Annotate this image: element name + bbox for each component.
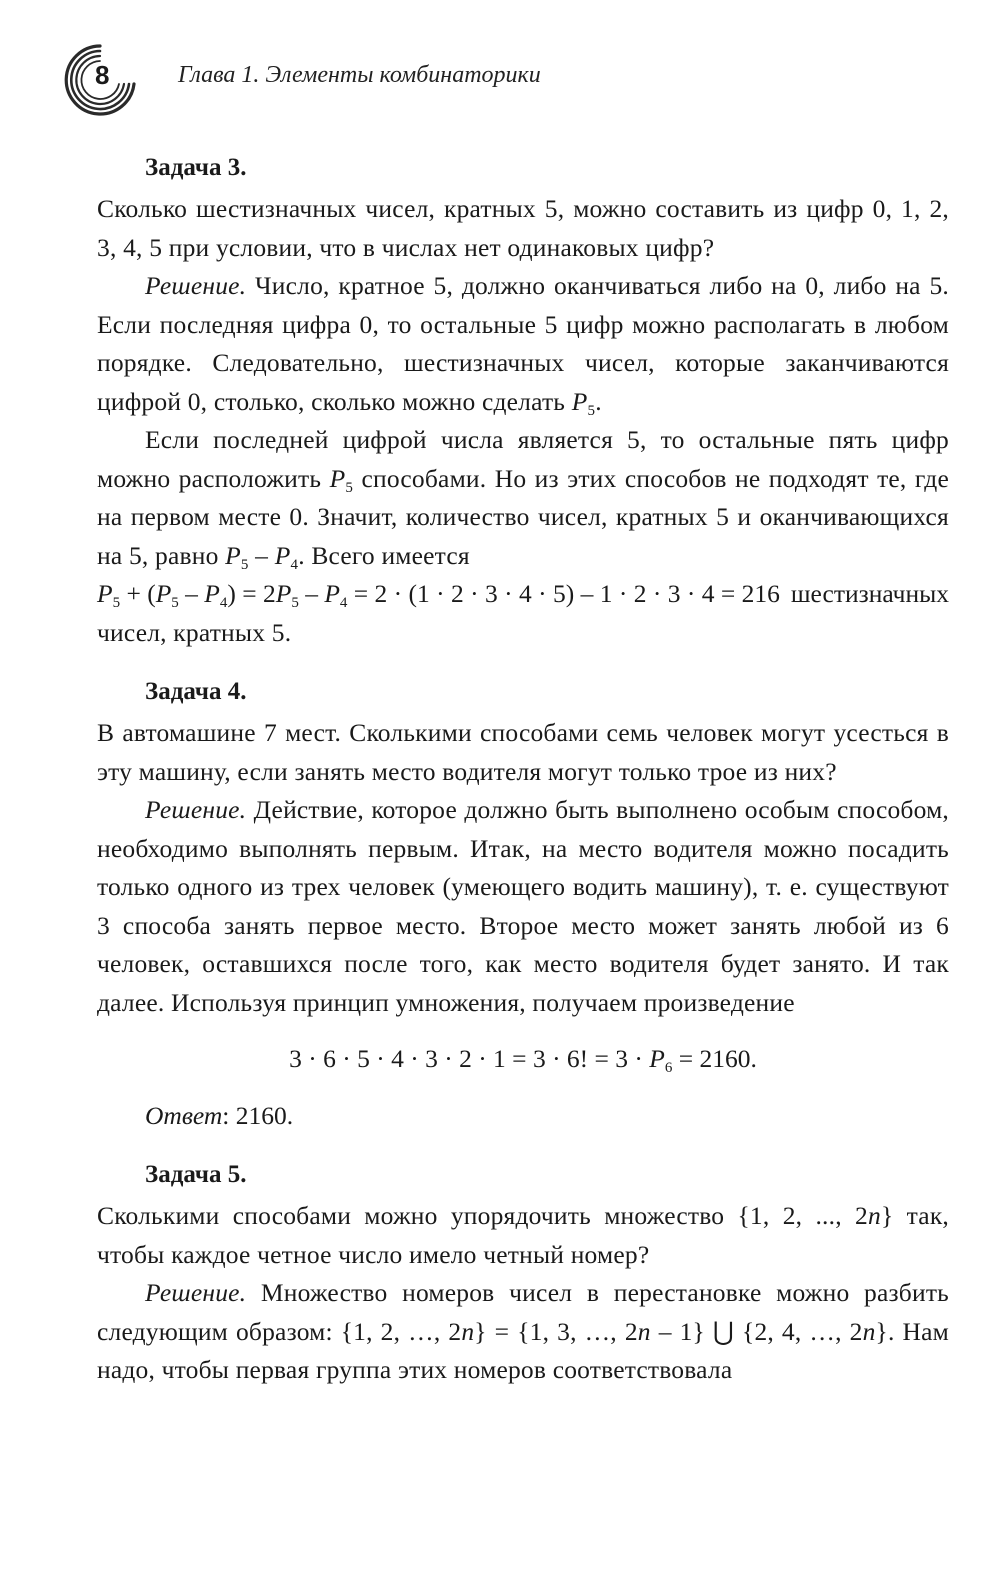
formula: $P_5 + (P_5 - P_4) = 2P_5 - P_4 = 2 \cdot (1 \cdot 2 \cdot 3 \cdot 4 \cdot 5) - 1 \cdot 2 \cdot 3 \cdot 4 = 216$: [97, 579, 780, 611]
task-5: [97, 1157, 949, 1390]
solution-paragraph: Решение. Число, кратное 5, должно оканчиваться либо на 0, либо на 5. Если последняя цифра 0, то остальные 5 цифр можно располагать в любом порядке. Следовательно, шестизначных чисел, которые заканчиваются цифрой 0, столько, сколько можно сделать $P_5$.: [97, 271, 949, 419]
solution-text: способами. Но из этих способов не подходят те, где на первом месте 0. Значит, количество чисел, кратных 5 и оканчивающихся на 5, равно: [97, 463, 949, 570]
formula-tail: шестизначных: [790, 579, 949, 608]
formula-line: [97, 575, 949, 614]
solution-text: Действие, которое должно быть выполнено особым способом, необходимо выполнять первым. Итак, на место водителя можно посадить только одного из трех человек (умеющего водить машину), т. е. существуют 3 способа занять первое место. Второе место может занять любой из 6 человек, оставшихся после того, как место водителя будет занято. И так далее. Используя принцип умножения, получаем произведение: [97, 795, 949, 1017]
formula: 3 · 6 · 5 · 4 · 3 · 2 · 1 = 3 · 6! = 3 ·: [289, 1044, 650, 1073]
solution-text: } = {1, 3, …, 2: [474, 1316, 638, 1346]
solution-label: Решение.: [145, 271, 247, 300]
solution-text: Число, кратное 5, должно оканчиваться либо на 0, либо на 5. Если последняя цифра 0, то остальные 5 цифр можно располагать в любом порядке. Следовательно, шестизначных чисел, которые заканчиваются цифрой 0, столько, сколько можно сделать: [97, 271, 949, 416]
solution-text: }. Нам надо, чтобы первая группа этих номеров соответствовала: [97, 1316, 949, 1384]
statement-text: Сколькими способами можно упорядочить множество {1, 2, ..., 2: [97, 1201, 868, 1230]
task-heading: Задача 5.: [145, 1161, 247, 1188]
answer: [145, 1097, 949, 1136]
centered-formula: 3 · 6 · 5 · 4 · 3 · 2 · 1 = 3 · 6! = $3 \cdot P_6 = 2160$.: [289, 1044, 757, 1076]
solution-label: Решение.: [145, 795, 247, 824]
task-statement: Сколькими способами можно упорядочить множество {1, 2, ..., 2n} так, чтобы каждое четное число имело четный номер?: [97, 1201, 949, 1269]
chapter-title: Глава 1. Элементы комбинаторики: [178, 62, 541, 88]
task-4: [97, 674, 949, 1135]
closing-text: чисел, кратных 5.: [97, 617, 292, 647]
solution-text: Множество номеров чисел в перестановке можно разбить следующим образом: {1, 2, …, 2: [97, 1278, 949, 1346]
statement-text: } так, чтобы каждое четное число имело четный номер?: [97, 1201, 949, 1269]
task-statement: Сколько шестизначных чисел, кратных 5, можно составить из цифр 0, 1, 2, 3, 4, 5 при условии, что в числах нет одинаковых цифр?: [97, 194, 949, 262]
task-heading: Задача 4.: [145, 678, 247, 705]
solution-paragraph: [97, 791, 949, 1022]
answer-label: Ответ: [145, 1100, 223, 1130]
task-3: [97, 150, 949, 652]
page-number: 8: [95, 60, 110, 90]
solution-text: Если последней цифрой числа является 5, то остальные пять цифр можно расположить: [97, 425, 949, 493]
formula-result: = 2160.: [672, 1044, 757, 1073]
solution-text: – 1} ⋃ {2, 4, …, 2: [650, 1316, 863, 1346]
page-header: [60, 40, 940, 120]
solution-paragraph: Если последней цифрой числа является 5, то остальные пять цифр можно расположить $P_5$ способами. Но из этих способов не подходят те, где на первом месте 0. Значит, количество чисел, кратных 5 и оканчивающихся на 5, равно $P_5 - P_4$. Всего имеется: [97, 425, 949, 573]
task-heading: Задача 3.: [145, 154, 247, 181]
page-content: [97, 150, 949, 1412]
task-statement: В автомашине 7 мест. Сколькими способами семь человек могут усесться в эту машину, если занять место водителя могут только трое из них?: [97, 718, 949, 786]
solution-label: Решение.: [145, 1278, 247, 1307]
answer-value: : 2160.: [222, 1100, 294, 1130]
solution-text: . Всего имеется: [298, 540, 470, 570]
solution-paragraph: Решение. Множество номеров чисел в перестановке можно разбить следующим образом: {1, 2, …, 2n} = {1, 3, …, 2n – 1} ⋃ {2, 4, …, 2n}. Нам надо, чтобы первая группа этих номеров соответствовала: [97, 1278, 949, 1384]
